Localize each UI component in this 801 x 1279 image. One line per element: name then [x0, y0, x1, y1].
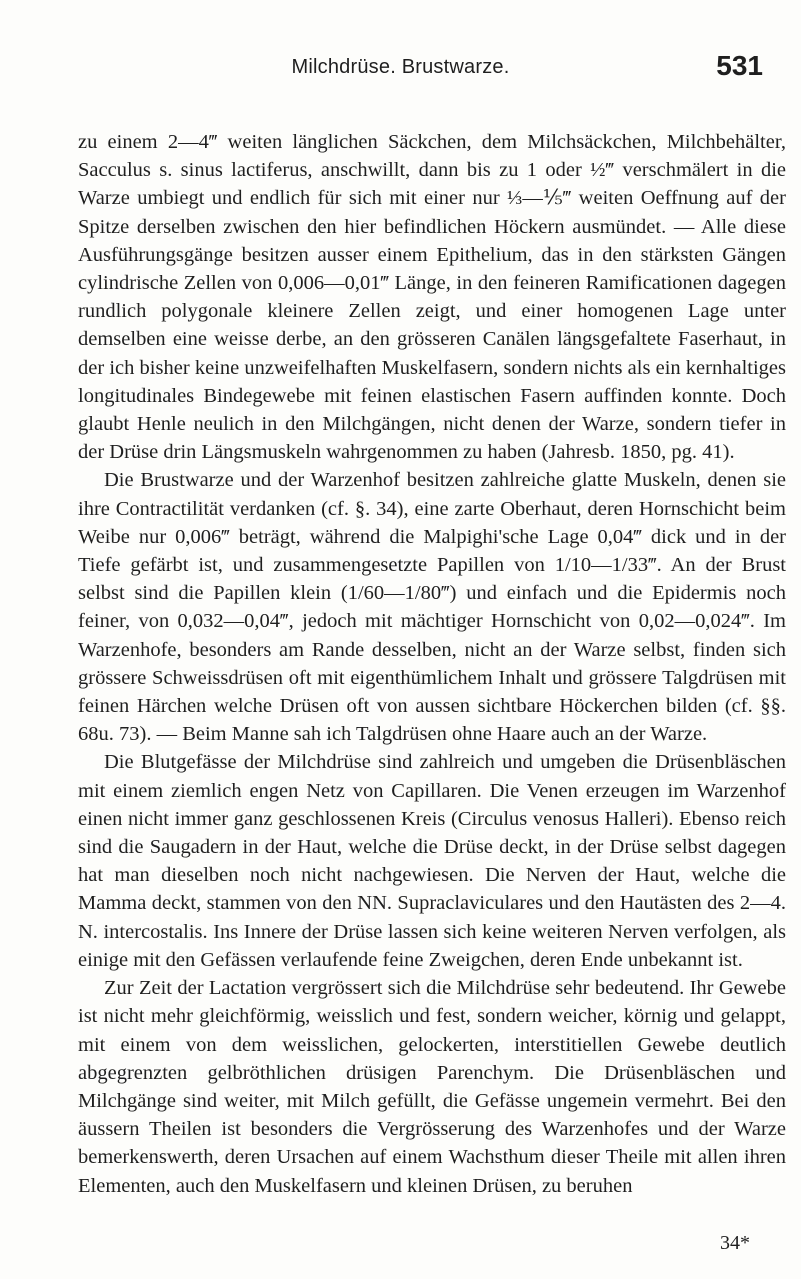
paragraph-brustwarze: Die Brustwarze und der Warzenhof besitzen zahlreiche glatte Muskeln, denen sie ihre Contractilität verdanken (cf. §. 34), eine zarte Oberhaut, deren Hornschicht beim Weibe nur 0,006‴ beträgt, während die Malpighi'sche Lage 0,04‴ dick und in der Tiefe gefärbt ist, und zusammengesetzte Papillen von 1/10—1/33‴. An der Brust selbst sind die Papillen klein (1/60—1/80‴) und einfach und die Epidermis noch feiner, von 0,032—0,04‴, jedoch mit mächtiger Hornschicht von 0,02—0,024‴. Im Warzenhofe, besonders am Rande desselben, nicht an der Warze selbst, finden sich grössere Schweissdrüsen oft mit eigenthümlichem Inhalt und grössere Talgdrüsen mit feinen Härchen welche Drüsen oft von aussen sichtbare Höckerchen bilden (cf. §§. 68u. 73). — Beim Manne sah ich Talgdrüsen ohne Haare auch an der Warze.	[78, 469, 786, 746]
body-text	[78, 128, 786, 1200]
page-number: 531	[716, 50, 763, 81]
running-title: Milchdrüse. Brustwarze.	[291, 56, 510, 78]
signature-mark: 34*	[720, 1232, 750, 1254]
paragraph-blutgefaesse: Die Blutgefässe der Milchdrüse sind zahlreich und umgeben die Drüsenbläschen mit einem ziemlich engen Netz von Capillaren. Die Venen erzeugen im Warzenhof einen nicht immer ganz geschlossenen Kreis (Circulus venosus Halleri). Ebenso reich sind die Saugadern in der Haut, welche die Drüse deckt, in der Drüse selbst dagegen hat man dieselben noch nicht nachgewiesen. Die Nerven der Haut, welche die Mamma deckt, stammen von den NN. Supraclaviculares und den Hautästen des 2—4. N. intercostalis. Ins Innere der Drüse lassen sich keine weiteren Nerven verfolgen, als einige mit den Gefässen verlaufende feine Zweigchen, deren Ende unbekannt ist.	[78, 751, 786, 971]
paragraph-lactation: Zur Zeit der Lactation vergrössert sich die Milchdrüse sehr bedeutend. Ihr Gewebe ist nicht mehr gleichförmig, weisslich und fest, sondern weicher, körnig und gelappt, mit einem von dem weisslichen, gelockerten, interstitiellen Gewebe deutlich abgegrenzten gelbröthlichen drüsigen Parenchym. Die Drüsenbläschen und Milchgänge sind weiter, mit Milch gefüllt, die Gefässe ungemein vermehrt. Bei den äussern Theilen ist besonders die Vergrösserung des Warzenhofes und der Warze bemerkenswerth, deren Ursachen auf einem Wachsthum dieser Theile mit allen ihren Elementen, auch den Muskelfasern und kleinen Drüsen, zu beruhen	[78, 977, 786, 1197]
page-header	[0, 50, 801, 90]
paragraph-milchgaenge: zu einem 2—4‴ weiten länglichen Säckchen, dem Milchsäckchen, Milchbehälter, Sacculus s. sinus lactiferus, anschwillt, dann bis zu 1 oder ½‴ verschmälert in die Warze umbiegt und endlich für sich mit einer nur ⅓—⅕‴ weiten Oeffnung auf der Spitze derselben zwischen den hier befindlichen Höckern ausmündet. — Alle diese Ausführungsgänge besitzen ausser einem Epithelium, das in den stärksten Gängen cylindrische Zellen von 0,006—0,01‴ Länge, in den feineren Ramificationen dagegen rundlich polygonale kleinere Zellen zeigt, und einer homogenen Lage unter demselben eine weisse derbe, an den grösseren Canälen längsgefaltete Faserhaut, in der ich bisher keine unzweifelhaften Muskelfasern, sondern nichts als ein kernhaltiges longitudinales Bindegewebe mit feinen elastischen Fasern auffinden konnte. Doch glaubt Henle neulich in den Milchgängen, nicht denen der Warze, sondern tiefer in der Drüse drin Längsmuskeln wahrgenommen zu haben (Jahresb. 1850, pg. 41).	[78, 131, 786, 464]
